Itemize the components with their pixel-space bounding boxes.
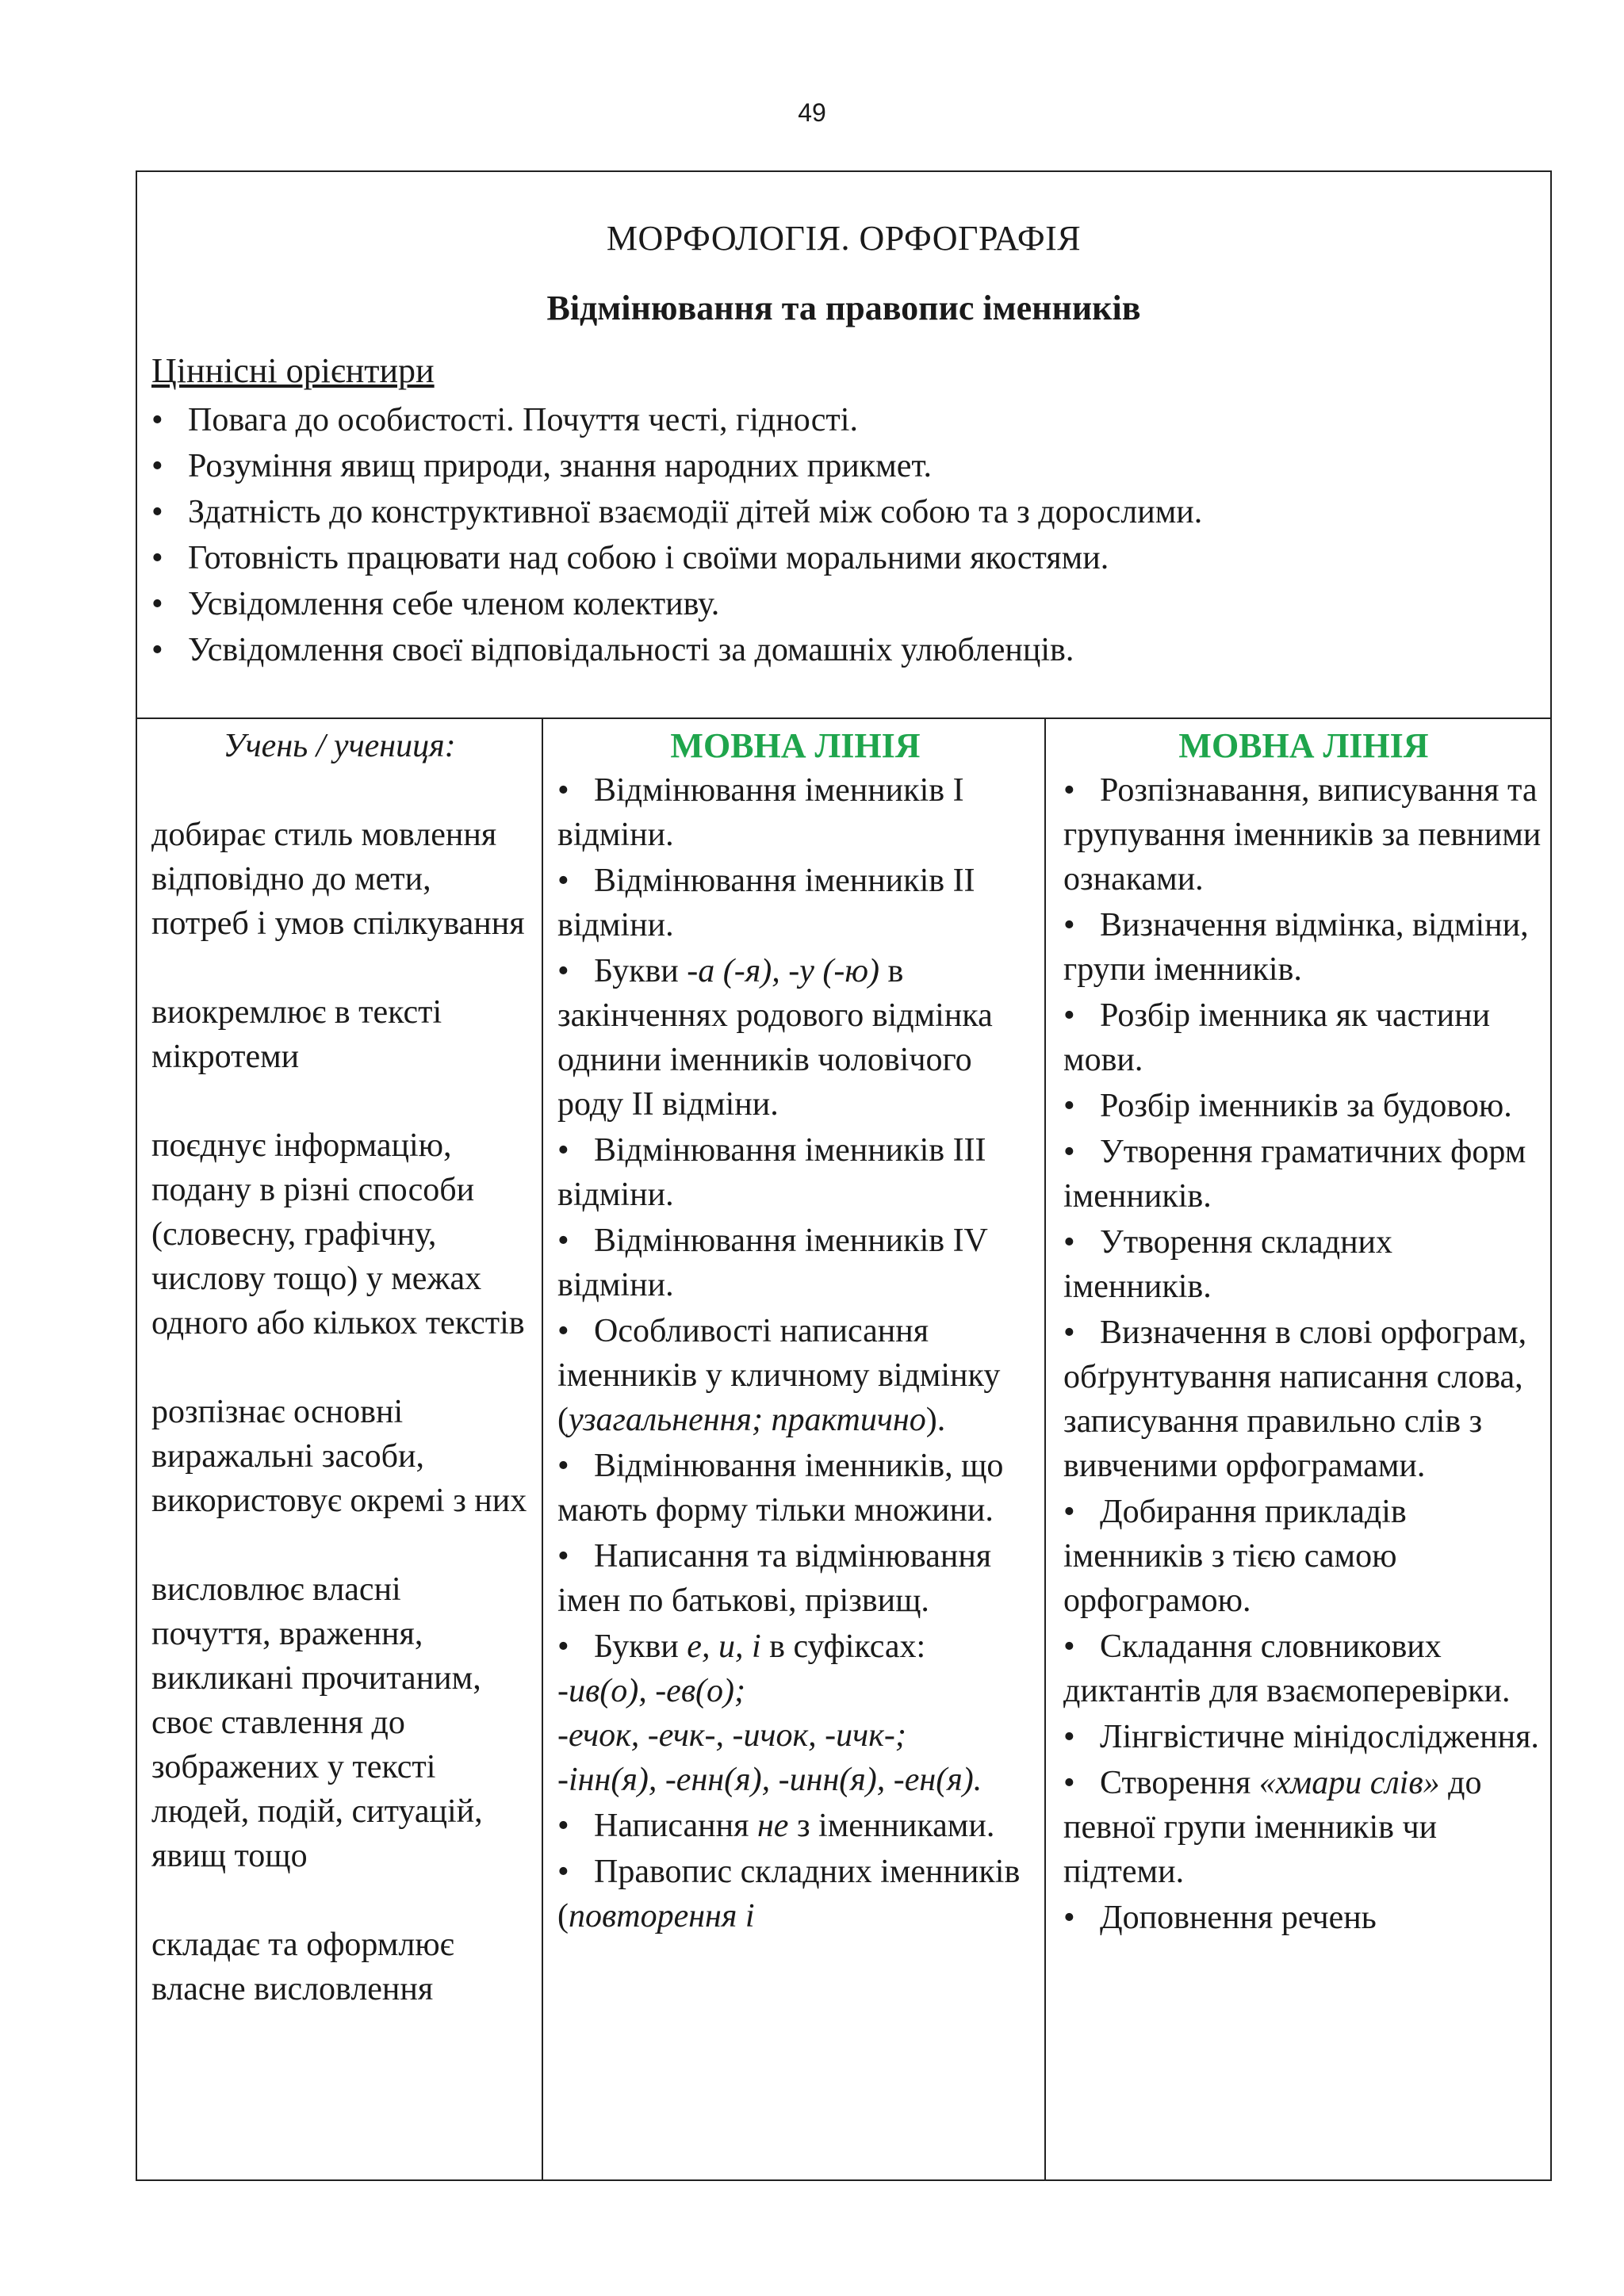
skill-item: висловлює власні почуття, враження, викликані прочитаним, своє ставлення до зображених у тексті людей, подій, ситуацій, явищ тощо (151, 1571, 483, 1874)
content-item: • Особливості написання іменників у кличному відмінку (узагальнення; практично). (557, 1309, 1033, 1442)
activity-item: • Утворення граматичних форм іменників. (1063, 1130, 1544, 1219)
bullet-icon: • (557, 1628, 569, 1665)
bullet-icon: • (151, 632, 163, 668)
value-item: • Повага до особистості. Почуття честі, гідності. (151, 397, 1202, 443)
skill-item: поєднує інформацію, подану в різні способи (словесну, графічну, числову тощо) у межах одного або кількох текстів (151, 1127, 525, 1341)
bullet-icon: • (151, 448, 163, 484)
column-heading: МОВНА ЛІНІЯ (1178, 726, 1429, 765)
bullet-icon: • (557, 1132, 569, 1169)
bullet-icon: • (1063, 1765, 1075, 1801)
bullet-icon: • (557, 1538, 569, 1575)
bullet-icon: • (151, 540, 163, 576)
value-item: • Розуміння явищ природи, знання народних прикмет. (151, 443, 1202, 489)
bullet-icon: • (151, 402, 163, 438)
bullet-icon: • (1063, 1134, 1075, 1170)
bullet-icon: • (557, 1313, 569, 1349)
bullet-icon: • (1063, 1224, 1075, 1261)
bullet-icon: • (557, 772, 569, 809)
bullet-icon: • (557, 1448, 569, 1484)
activity-item: • Доповнення речень (1063, 1896, 1544, 1940)
content-item: • Написання та відмінювання імен по батькові, прізвищ. (557, 1534, 1033, 1623)
bullet-icon: • (151, 494, 163, 530)
activity-item: • Створення «хмари слів» до певної групи іменників чи підтеми. (1063, 1761, 1544, 1894)
activity-item: • Розбір іменника як частини мови. (1063, 993, 1544, 1082)
content-item: • Відмінювання іменників ІІ відміни. (557, 859, 1033, 947)
column-heading: МОВНА ЛІНІЯ (670, 726, 921, 765)
activity-item: • Визначення відмінка, відміни, групи іменників. (1063, 903, 1544, 992)
value-item: • Здатність до конструктивної взаємодії дітей між собою та з дорослими. (151, 489, 1202, 535)
content-item: • Відмінювання іменників IV відміни. (557, 1219, 1033, 1307)
bullet-icon: • (1063, 1088, 1075, 1124)
content-item: • Правопис складних іменників (повторення і (557, 1850, 1033, 1938)
bullet-icon: • (151, 586, 163, 622)
bullet-icon: • (1063, 1314, 1075, 1351)
activities-column (1046, 719, 1552, 2181)
content-item: • Букви е, и, і в суфіксах: -ив(о), -ев(о); -ечок, -ечк-, -ичок, -ичк-; -інн(я), -енн(я), -инн(я), -ен(я). (557, 1624, 1033, 1802)
bullet-icon: • (1063, 997, 1075, 1034)
skill-item: складає та оформлює власне висловлення (151, 1927, 454, 2007)
section-subtitle: Відмінювання та правопис іменників (546, 289, 1141, 327)
bullet-icon: • (1063, 1494, 1075, 1530)
section-header (137, 172, 1550, 719)
values-list (151, 397, 1202, 673)
bullet-icon: • (557, 1808, 569, 1844)
content-item: • Відмінювання іменників, що мають форму тільки множини. (557, 1444, 1033, 1533)
bullet-icon: • (1063, 1900, 1075, 1936)
value-item: • Усвідомлення себе членом колективу. (151, 581, 1202, 627)
activity-item: • Добирання прикладів іменників з тією самою орфограмою. (1063, 1490, 1544, 1623)
activity-item: • Утворення складних іменників. (1063, 1220, 1544, 1309)
bullet-icon: • (1063, 907, 1075, 943)
activity-item: • Лінгвістичне мінідослідження. (1063, 1715, 1544, 1759)
activity-item: • Визначення в слові орфограм, обґрунтування написання слова, записування правильно слів з вивченими орфограмами. (1063, 1311, 1544, 1488)
bullet-icon: • (557, 863, 569, 899)
learner-outcomes-column (137, 719, 543, 2181)
skill-item: виокремлює в тексті мікротеми (151, 994, 442, 1075)
value-item: • Усвідомлення своєї відповідальності за домашніх улюбленців. (151, 627, 1202, 673)
bullet-icon: • (557, 1223, 569, 1259)
section-title: МОРФОЛОГІЯ. ОРФОГРАФІЯ (606, 219, 1082, 258)
bullet-icon: • (1063, 1719, 1075, 1755)
skill-item: добирає стиль мовлення відповідно до мети, потреб і умов спілкування (151, 817, 525, 942)
values-heading: Ціннісні орієнтири (151, 351, 435, 390)
content-column (543, 719, 1046, 2181)
bullet-icon: • (557, 953, 569, 989)
bullet-icon: • (1063, 1628, 1075, 1665)
content-table (136, 170, 1552, 2181)
activity-item: • Розпізнавання, виписування та групування іменників за певними ознаками. (1063, 768, 1544, 901)
bullet-icon: • (1063, 772, 1075, 809)
activity-item: • Розбір іменників за будовою. (1063, 1084, 1544, 1128)
bullet-icon: • (557, 1854, 569, 1890)
page-number: 49 (798, 98, 826, 127)
content-item: • Відмінювання іменників І відміни. (557, 768, 1033, 857)
content-item: • Написання не з іменниками. (557, 1804, 1033, 1848)
learner-lead: Учень / учениця: (223, 728, 456, 764)
value-item: • Готовність працювати над собою і своїми моральними якостями. (151, 535, 1202, 581)
skill-item: розпізнає основні виражальні засоби, використовує окремі з них (151, 1394, 527, 1519)
activity-item: • Складання словникових диктантів для взаємоперевірки. (1063, 1624, 1544, 1713)
content-item: • Відмінювання іменників ІІІ відміни. (557, 1128, 1033, 1217)
content-item: • Букви -а (-я), -у (-ю) в закінченнях родового відмінка однини іменників чоловічого роду ІІ відміни. (557, 949, 1033, 1127)
